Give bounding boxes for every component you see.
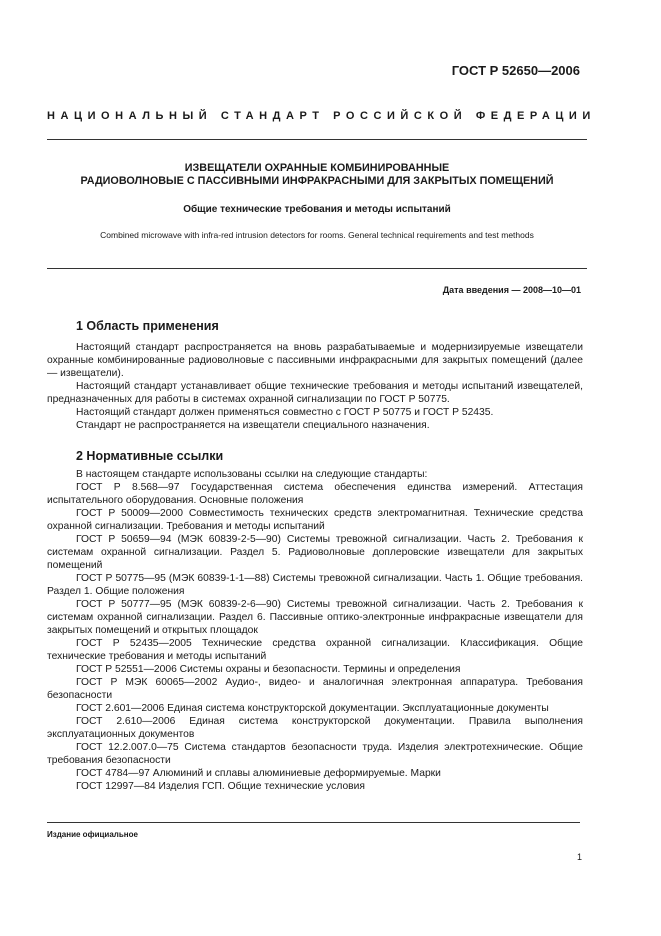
title-line-2: РАДИОВОЛНОВЫЕ С ПАССИВНЫМИ ИНФРАКРАСНЫМИ ДЛЯ ЗАКРЫТЫХ ПОМЕЩЕНИЙ bbox=[80, 175, 554, 187]
paragraph: Стандарт не распространяется на извещатели специального назначения. bbox=[76, 420, 430, 431]
reference-item: ГОСТ Р 50659—94 (МЭК 60839-2-5—90) Системы тревожной сигнализации. Часть 2. Требования к системам охранной сигнализации. Раздел 5. Радиоволновые доплеровские извещатели для закрытых помещений bbox=[47, 534, 583, 571]
edition-label: Издание официальное bbox=[47, 830, 138, 839]
paragraph: Настоящий стандарт распространяется на вновь разрабатываемые и модернизируемые извещатели охранные комбинированные радиоволновые с пассивными инфракрасными для закрытых помещений (далее — извещатели). bbox=[47, 342, 583, 379]
reference-item: ГОСТ Р 50775—95 (МЭК 60839-1-1—88) Системы тревожной сигнализации. Часть 1. Общие требования. Раздел 1. Общие положения bbox=[47, 573, 583, 597]
section-heading-references: 2 Нормативные ссылки bbox=[76, 449, 224, 463]
national-standard-banner: НАЦИОНАЛЬНЫЙ СТАНДАРТ РОССИЙСКОЙ ФЕДЕРАЦИИ bbox=[47, 110, 596, 122]
introduction-date: Дата введения — 2008—10—01 bbox=[442, 285, 581, 295]
paragraph: В настоящем стандарте использованы ссылки на следующие стандарты: bbox=[76, 469, 428, 480]
page-number: 1 bbox=[576, 852, 582, 862]
reference-item: ГОСТ Р 8.568—97 Государственная система обеспечения единства измерений. Аттестация испытательного оборудования. Основные положения bbox=[47, 482, 583, 506]
section-body-scope bbox=[47, 341, 583, 432]
title-line-1: ИЗВЕЩАТЕЛИ ОХРАННЫЕ КОМБИНИРОВАННЫЕ bbox=[184, 162, 450, 174]
reference-item: ГОСТ 4784—97 Алюминий и сплавы алюминиевые деформируемые. Марки bbox=[76, 768, 441, 779]
reference-item: ГОСТ 2.610—2006 Единая система конструкторской документации. Правила выполнения эксплуатационных документов bbox=[47, 716, 583, 740]
english-title: Combined microwave with infra-red intrusion detectors for rooms. General technical requirements and test methods bbox=[100, 230, 534, 240]
section-heading-scope: 1 Область применения bbox=[76, 319, 219, 333]
divider bbox=[47, 268, 587, 269]
reference-item: ГОСТ Р МЭК 60065—2002 Аудио-, видео- и аналогичная электронная аппаратура. Требования безопасности bbox=[47, 677, 583, 701]
reference-item: ГОСТ 12.2.007.0—75 Система стандартов безопасности труда. Изделия электротехнические. Общие требования безопасности bbox=[47, 742, 583, 766]
reference-item: ГОСТ Р 52551—2006 Системы охраны и безопасности. Термины и определения bbox=[76, 664, 461, 675]
reference-item: ГОСТ Р 50009—2000 Совместимость технических средств электромагнитная. Технические средства охранной сигнализации. Требования и методы испытаний bbox=[47, 508, 583, 532]
subtitle: Общие технические требования и методы испытаний bbox=[183, 204, 451, 215]
reference-item: ГОСТ 12997—84 Изделия ГСП. Общие технические условия bbox=[76, 781, 365, 792]
footer-divider bbox=[47, 822, 580, 823]
reference-item: ГОСТ Р 50777—95 (МЭК 60839-2-6—90) Системы тревожной сигнализации. Часть 2. Требования к системам охранной сигнализации. Раздел 6. Пассивные оптико-электронные инфракрасные извещатели для закрытых помещений и открытых площадок bbox=[47, 599, 583, 636]
paragraph: Настоящий стандарт устанавливает общие технические требования и методы испытаний извещателей, предназначенных для работы в системах охранной сигнализации по ГОСТ Р 50775. bbox=[47, 381, 583, 405]
reference-item: ГОСТ 2.601—2006 Единая система конструкторской документации. Эксплуатационные документы bbox=[76, 703, 549, 714]
divider bbox=[47, 139, 587, 140]
paragraph: Настоящий стандарт должен применяться совместно с ГОСТ Р 50775 и ГОСТ Р 52435. bbox=[76, 407, 494, 418]
reference-item: ГОСТ Р 52435—2005 Технические средства охранной сигнализации. Классификация. Общие технические требования и методы испытаний bbox=[47, 638, 583, 662]
section-body-references bbox=[47, 468, 583, 793]
document-number: ГОСТ Р 52650—2006 bbox=[451, 63, 580, 78]
